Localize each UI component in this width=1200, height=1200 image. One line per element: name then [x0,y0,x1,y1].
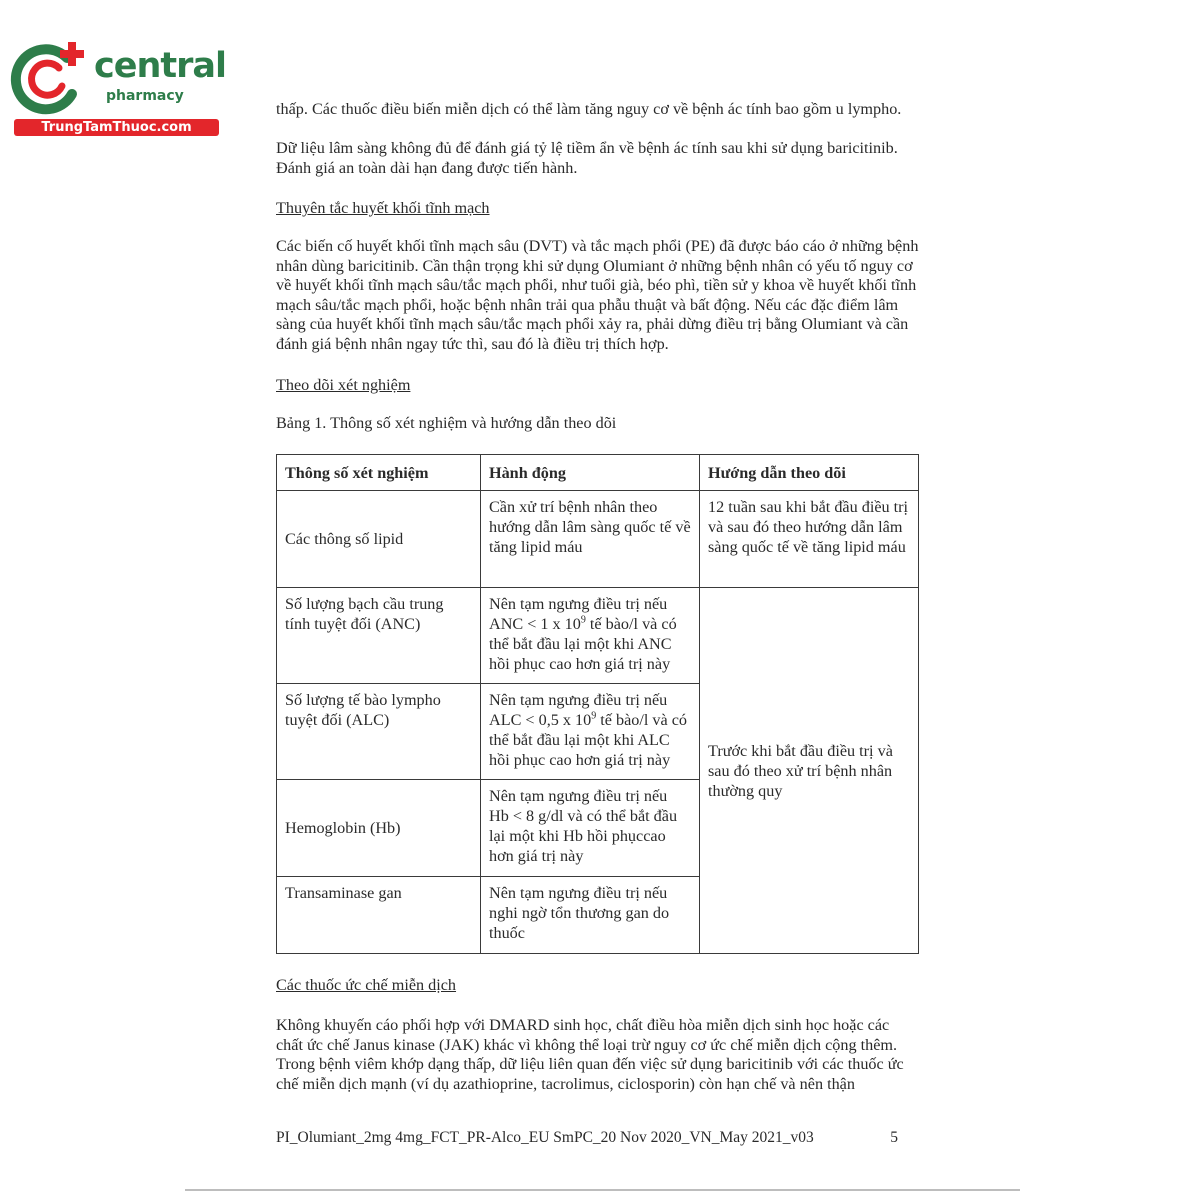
page-footer [276,1129,920,1147]
action-text: Nên tạm ngưng điều trị nếu ALC < 0,5 x 10 [489,691,668,729]
cell-parameter: Số lượng tế bào lympho tuyệt đối (ALC) [277,684,481,780]
table-row [277,588,919,684]
table-header-row [277,455,919,491]
logo-website: TrungTamThuoc.com [14,119,219,136]
action-text: Nên tạm ngưng điều trị nếu ANC < 1 x 10 [489,595,668,633]
cell-parameter: Hemoglobin (Hb) [277,780,481,877]
section-heading-immunosuppressants: Các thuốc ức chế miễn dịch [276,976,457,994]
cell-parameter: Các thông số lipid [277,491,481,588]
scan-edge-line [185,1189,1020,1191]
logo-brand: central [94,46,227,86]
cell-parameter: Transaminase gan [277,877,481,954]
section-heading-vte: Thuyên tắc huyết khối tĩnh mạch [276,199,490,217]
pharmacy-cross-icon [10,36,92,118]
action-text: tế bào/l và có thể bắt đầu lại một khi ANC hồi phục cao hơn giá trị này [489,615,677,673]
cell-action [481,684,700,780]
cell-action: Cần xử trí bệnh nhân theo hướng dẫn lâm sàng quốc tế về tăng lipid máu [481,491,700,588]
header-guidance: Hướng dẫn theo dõi [700,455,919,491]
action-text: tế bào/l và có thể bắt đầu lại một khi ALC hồi phục cao hơn giá trị này [489,711,688,769]
paragraph-immunosuppressants: Không khuyến cáo phối hợp với DMARD sinh học, chất điều hòa miễn dịch sinh học hoặc các chất ức chế Janus kinase (JAK) khác vì không thể loại trừ nguy cơ ức chế miễn dịch cộng thêm. Trong bệnh viêm khớp dạng thấp, dữ liệu liên quan đến việc sử dụng baricitinib với các thuốc ức chế miễn dịch mạnh (ví dụ azathioprine, tacrolimus, ciclosporin) còn hạn chế và nên thận [276,1016,904,1093]
lab-parameters-table [276,454,919,954]
section-heading-lab-monitoring: Theo dõi xét nghiệm [276,376,411,394]
header-action: Hành động [481,455,700,491]
table-caption: Bảng 1. Thông số xét nghiệm và hướng dẫn theo dõi [276,414,617,432]
cell-action: Nên tạm ngưng điều trị nếu Hb < 8 g/dl và có thể bắt đầu lại một khi Hb hồi phụccao hơn giá trị này [481,780,700,877]
cell-guidance: 12 tuần sau khi bắt đầu điều trị và sau đó theo hướng dẫn lâm sàng quốc tế về tăng lipid máu [700,491,919,588]
logo-subtitle: pharmacy [106,88,184,104]
paragraph-malignancy: thấp. Các thuốc điều biến miễn dịch có thể làm tăng nguy cơ về bệnh ác tính bao gồm u lympho. [276,100,902,118]
table-row [277,491,919,588]
cell-guidance-merged: Trước khi bắt đầu điều trị và sau đó theo xử trí bệnh nhân thường quy [700,588,919,954]
cell-parameter: Số lượng bạch cầu trung tính tuyệt đối (ANC) [277,588,481,684]
page-number: 5 [890,1129,898,1146]
header-parameter: Thông số xét nghiệm [277,455,481,491]
cell-action: Nên tạm ngưng điều trị nếu nghi ngờ tổn thương gan do thuốc [481,877,700,954]
paragraph-clinical-data: Dữ liệu lâm sàng không đủ để đánh giá tỷ lệ tiềm ẩn về bệnh ác tính sau khi sử dụng baricitinib. Đánh giá an toàn dài hạn đang được tiến hành. [276,139,898,177]
exponent: 9 [591,710,597,722]
central-pharmacy-logo [10,36,227,136]
exponent: 9 [580,614,586,626]
footer-document-name: PI_Olumiant_2mg 4mg_FCT_PR-Alco_EU SmPC_20 Nov 2020_VN_May 2021_v03 [276,1129,814,1146]
cell-action [481,588,700,684]
paragraph-vte: Các biến cố huyết khối tĩnh mạch sâu (DVT) và tắc mạch phổi (PE) đã được báo cáo ở những bệnh nhân dùng baricitinib. Cần thận trọng khi sử dụng Olumiant ở những bệnh nhân có yếu tố nguy cơ về huyết khối tĩnh mạch sâu/tắc mạch phổi, như tuổi già, béo phì, tiền sử y khoa về huyết khối tĩnh mạch sâu/tắc mạch phổi, hoặc bệnh nhân trải qua phẫu thuật và bất động. Nếu các đặc điểm lâm sàng của huyết khối tĩnh mạch sâu/tắc mạch phổi xảy ra, phải dừng điều trị bằng Olumiant và cần đánh giá bệnh nhân ngay tức thì, sau đó là điều trị thích hợp. [276,237,919,353]
